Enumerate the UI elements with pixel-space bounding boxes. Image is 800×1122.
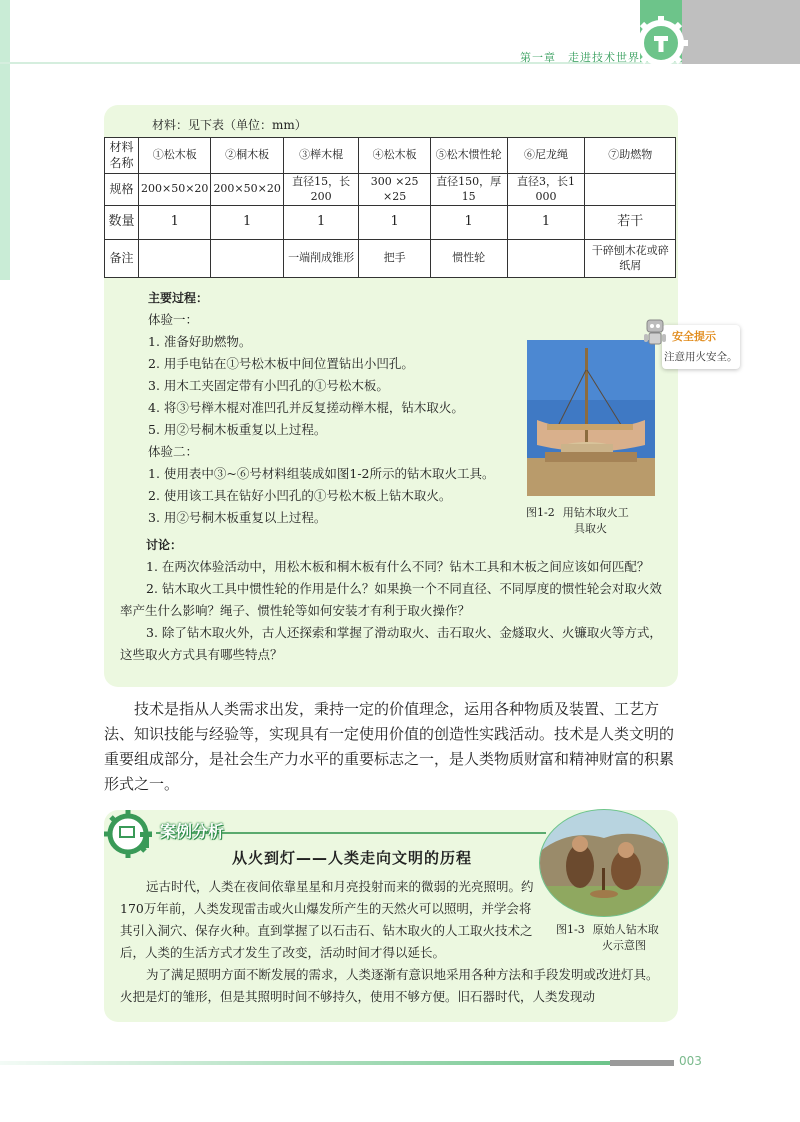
primitive-fire-illustration xyxy=(538,808,670,918)
chapter-title: 第一章 走进技术世界 xyxy=(520,51,640,64)
table-cell: 把手 xyxy=(359,240,430,278)
table-cell: 直径15，长200 xyxy=(283,174,359,206)
header-tab-gray xyxy=(682,0,800,64)
caption-line: 具取火 xyxy=(574,522,607,535)
paragraph-text: 技术是指从人类需求出发，秉持一定的价值理念，运用各种物质及装置、工艺方法、知识技能与经验等，实现具有一定使用价值的创造性实践活动。技术是人类文明的重要组成部分，是社会生产力水平的重要标志之一，是人类物质财富和精神财富的积累形式之一。 xyxy=(104,700,675,793)
case-paragraph-1 xyxy=(120,876,540,964)
caption-line: 用钻木取火工 xyxy=(562,506,629,519)
discussion-item: 3. 除了钻木取火外，古人还探索和掌握了滑动取火、击石取火、金燧取火、火镰取火等方式，这些取火方式具有哪些特点？ xyxy=(120,625,662,662)
figure-1-3-caption xyxy=(556,922,686,954)
case-heading: 从火到灯——人类走向文明的历程 xyxy=(232,849,473,867)
table-cell: 1 xyxy=(139,206,211,240)
table-cell: 直径150，厚15 xyxy=(430,174,507,206)
experiment-1-title: 体验一： xyxy=(148,312,199,327)
row-label: 备注 xyxy=(105,240,139,278)
table-cell: 干碎刨木花或碎纸屑 xyxy=(585,240,676,278)
caption-line: 原始人钻木取 xyxy=(592,923,659,936)
table-cell: 惯性轮 xyxy=(430,240,507,278)
figure-number: 图1-3 xyxy=(556,923,585,936)
list-item: 2. 用手电钻在①号松木板中间位置钻出小凹孔。 xyxy=(148,356,414,371)
table-row xyxy=(105,138,676,174)
process-section xyxy=(148,287,495,529)
paragraph-text: 远古时代，人类在夜间依靠星星和月亮投射而来的微弱的光亮照明。约170万年前，人类发现雷击或火山爆发所产生的天然火可以照明，并学会将其引入洞穴、保存火种。直到掌握了以石击石、钻木取火的人工取火技术之后，人类的生活方式才发生了改变，活动时间才得以延长。 xyxy=(120,879,534,960)
page-number: 003 xyxy=(679,1054,702,1068)
fire-drill-photo xyxy=(527,340,655,496)
list-item: 3. 用②号桐木板重复以上过程。 xyxy=(148,510,327,525)
row-label: 数量 xyxy=(105,206,139,240)
paragraph-text: 为了满足照明方面不断发展的需求，人类逐渐有意识地采用各种方法和手段发明或改进灯具。火把是灯的雏形，但是其照明时间不够持久，使用不够方便。旧石器时代，人类发现动 xyxy=(120,967,659,1004)
safety-tip-text: 注意用火安全。 xyxy=(664,351,738,363)
process-title: 主要过程： xyxy=(148,291,209,305)
table-cell: 1 xyxy=(359,206,430,240)
table-cell: ⑤松木惯性轮 xyxy=(430,138,507,174)
table-cell: 1 xyxy=(211,206,283,240)
table-cell xyxy=(139,240,211,278)
materials-table xyxy=(104,137,676,278)
table-cell: 一端削成锥形 xyxy=(283,240,359,278)
table-cell: 1 xyxy=(507,206,585,240)
robot-mascot-icon xyxy=(643,318,667,348)
footer-accent xyxy=(610,1060,674,1066)
list-item: 5. 用②号桐木板重复以上过程。 xyxy=(148,422,327,437)
table-cell: ②桐木板 xyxy=(211,138,283,174)
experiment-2-title: 体验二： xyxy=(148,444,199,459)
figure-1-2-caption xyxy=(526,505,666,537)
table-cell: 200×50×20 xyxy=(211,174,283,206)
table-cell: ①松木板 xyxy=(139,138,211,174)
materials-title: 材料：见下表（单位：mm） xyxy=(152,118,307,132)
table-cell: 若干 xyxy=(585,206,676,240)
list-item: 2. 使用该工具在钻好小凹孔的①号松木板上钻木取火。 xyxy=(148,488,452,503)
case-analysis-label: 案例分析 xyxy=(160,822,225,841)
safety-tip-title: 安全提示 xyxy=(672,330,716,343)
table-cell: ⑥尼龙绳 xyxy=(507,138,585,174)
footer-bar xyxy=(0,1061,610,1065)
table-row xyxy=(105,240,676,278)
table-cell: 直径3，长1 000 xyxy=(507,174,585,206)
row-label: 材料名称 xyxy=(105,138,139,174)
list-item: 1. 准备好助燃物。 xyxy=(148,334,252,349)
main-paragraph xyxy=(104,697,682,797)
discussion-item: 1. 在两次体验活动中，用松木板和桐木板有什么不同？钻木工具和木板之间应该如何匹配？ xyxy=(146,559,650,574)
table-cell: ⑦助燃物 xyxy=(585,138,676,174)
case-paragraph-2 xyxy=(120,964,670,1008)
discussion-section xyxy=(120,534,664,666)
row-label: 规格 xyxy=(105,174,139,206)
table-cell xyxy=(211,240,283,278)
discussion-title: 讨论： xyxy=(146,538,183,552)
caption-line: 火示意图 xyxy=(602,939,646,952)
list-item: 1. 使用表中③~⑥号材料组装成如图1-2所示的钻木取火工具。 xyxy=(148,466,495,481)
list-item: 3. 用木工夹固定带有小凹孔的①号松木板。 xyxy=(148,378,389,393)
table-row xyxy=(105,174,676,206)
table-cell: 200×50×20 xyxy=(139,174,211,206)
list-item: 4. 将③号榉木棍对准凹孔并反复搓动榉木棍，钻木取火。 xyxy=(148,400,464,415)
left-accent-bar xyxy=(0,0,10,280)
table-cell: 1 xyxy=(430,206,507,240)
table-cell: ③榉木棍 xyxy=(283,138,359,174)
discussion-item: 2. 钻木取火工具中惯性轮的作用是什么？如果换一个不同直径、不同厚度的惯性轮会对取火效率产生什么影响？绳子、惯性轮等如何安装才有利于取火操作？ xyxy=(120,581,662,618)
table-cell: 1 xyxy=(283,206,359,240)
table-cell xyxy=(507,240,585,278)
figure-number: 图1-2 xyxy=(526,506,555,519)
table-row xyxy=(105,206,676,240)
table-cell xyxy=(585,174,676,206)
table-cell: ④松木板 xyxy=(359,138,430,174)
table-cell: 300 ×25 ×25 xyxy=(359,174,430,206)
